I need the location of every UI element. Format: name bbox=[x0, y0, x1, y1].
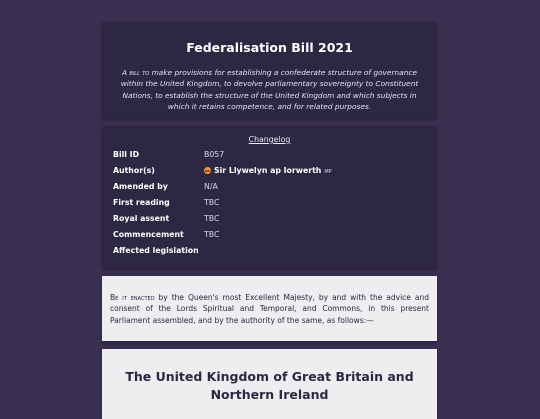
info-value: TBC bbox=[204, 230, 220, 239]
info-row-amended-by bbox=[113, 182, 428, 196]
enacting-lead: Be it enacted bbox=[110, 293, 155, 302]
info-label: Commencement bbox=[113, 230, 184, 239]
info-label: Royal assent bbox=[113, 214, 170, 223]
author-name-link[interactable]: Sir Llywelyn ap Iorwerth bbox=[214, 166, 322, 175]
info-label: Affected legislation bbox=[113, 246, 199, 255]
flag-icon bbox=[204, 167, 211, 174]
bill-info-card bbox=[102, 126, 437, 268]
long-title-text: make provisions for establishing a confederate structure of governance within the United Kingdom, to devolve parliamentary sovereignty to Constituent Nations, to establish the structure of the United Kingdom and which subjects in which it retains competence, and for related purposes. bbox=[120, 68, 419, 111]
info-value: N/A bbox=[204, 182, 218, 191]
changelog-link[interactable]: Changelog bbox=[248, 135, 291, 144]
enacting-text: by the Queen's most Excellent Majesty, by and with the advice and consent of the Lords Spiritual and Temporal, and Commons, in this present Parliament assembled, and by the authority of the same, as follows:— bbox=[110, 293, 429, 325]
enacting-formula-card bbox=[102, 276, 437, 341]
info-value: TBC bbox=[204, 198, 220, 207]
info-value: TBC bbox=[204, 214, 220, 223]
author-suffix: MP bbox=[324, 169, 332, 175]
info-row-affected-legislation bbox=[113, 246, 428, 260]
info-row-authors bbox=[113, 166, 428, 180]
author-value bbox=[204, 166, 332, 175]
long-title-lead: A bill to bbox=[121, 68, 150, 77]
bill-title-card bbox=[102, 22, 437, 118]
info-label: First reading bbox=[113, 198, 170, 207]
info-row-first-reading bbox=[113, 198, 428, 212]
info-label: Author(s) bbox=[113, 166, 155, 175]
info-row-royal-assent bbox=[113, 214, 428, 228]
info-value: B057 bbox=[204, 150, 225, 159]
info-label: Bill ID bbox=[113, 150, 140, 159]
info-row-bill-id bbox=[113, 150, 428, 164]
info-row-commencement bbox=[113, 230, 428, 244]
bill-long-title bbox=[112, 67, 427, 112]
bill-title: Federalisation Bill 2021 bbox=[186, 40, 353, 55]
section-card bbox=[102, 349, 437, 419]
section-heading: The United Kingdom of Great Britain and Northern Ireland bbox=[125, 369, 414, 402]
info-label: Amended by bbox=[113, 182, 168, 191]
enacting-formula bbox=[110, 292, 429, 326]
